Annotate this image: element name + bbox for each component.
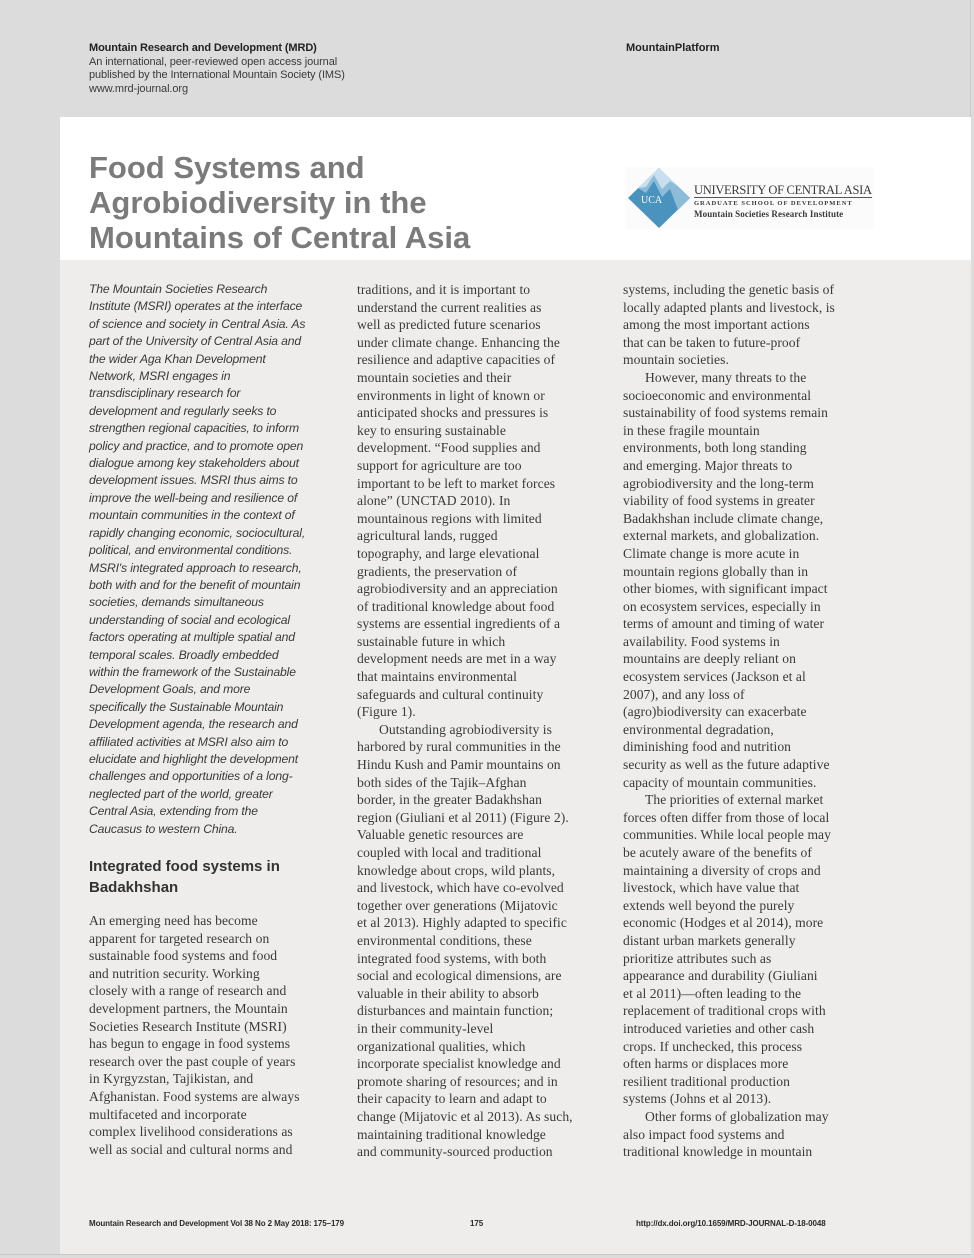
text-line: replacement of traditional crops with xyxy=(623,1003,826,1019)
text-line: important to be left to market forces xyxy=(357,475,556,491)
text-line: agricultural lands, rugged xyxy=(357,528,498,544)
text-line: the wider Aga Khan Development xyxy=(89,351,266,366)
text-line: neglected part of the world, greater xyxy=(89,786,273,801)
text-line: ecosystem services (Jackson et al xyxy=(623,669,806,685)
text-line: disturbances and maintain function; xyxy=(357,1003,554,1019)
text-line: (Figure 1). xyxy=(357,704,416,720)
text-line: resilience and adaptive capacities of xyxy=(357,352,556,368)
text-line: safeguards and cultural continuity xyxy=(357,686,544,702)
text-line: social and ecological dimensions, are xyxy=(357,968,562,984)
text-line: economic (Hodges et al 2014), more xyxy=(623,915,824,931)
text-line: locally adapted plants and livestock, is xyxy=(623,299,835,315)
text-line: systems, including the genetic basis of xyxy=(623,282,835,297)
text-line: (agro)biodiversity can exacerbate xyxy=(623,704,807,720)
text-line: on ecosystem services, especially in xyxy=(623,598,821,614)
text-line: that maintains environmental xyxy=(357,669,517,685)
text-line: Badakhshan include climate change, xyxy=(623,510,824,526)
journal-description-line-2: published by the International Mountain Society (IMS) xyxy=(89,69,345,81)
text-line: promote sharing of resources; and in xyxy=(357,1073,558,1089)
text-line: traditions, and it is important to xyxy=(357,282,531,297)
footer-citation: Mountain Research and Development Vol 38 No 2 May 2018: 175–179 xyxy=(89,1219,344,1228)
text-line: multifaceted and incorporate xyxy=(89,1106,247,1122)
text-line: affiliated activities at MSRI also aim to xyxy=(89,734,289,749)
text-line: also impact food systems and xyxy=(623,1126,785,1142)
text-line: resilient traditional production xyxy=(623,1073,790,1089)
text-line: mountain societies. xyxy=(623,352,729,368)
text-line: sustainable future in which xyxy=(357,633,506,649)
text-line: terms of amount and timing of water xyxy=(623,616,825,632)
text-line: maintaining traditional knowledge xyxy=(357,1126,546,1142)
text-line: and emerging. Major threats to xyxy=(623,457,793,473)
text-line: mountains are deeply reliant on xyxy=(623,651,796,667)
text-line: extends well beyond the purely xyxy=(623,897,795,913)
text-line: socioeconomic and environmental xyxy=(623,387,812,403)
text-line: diminishing food and nutrition xyxy=(623,739,792,755)
text-line: part of the University of Central Asia and xyxy=(89,334,302,349)
journal-description-line-1: An international, peer-reviewed open access journal xyxy=(89,55,338,68)
journal-name: Mountain Research and Development (MRD) xyxy=(89,42,317,54)
text-line: Other forms of globalization may xyxy=(645,1108,829,1124)
text-line: societies, demands simultaneous xyxy=(89,595,264,610)
abstract xyxy=(89,281,339,838)
text-line: rapidly changing economic, sociocultural, xyxy=(89,525,306,540)
page-number: 175 xyxy=(470,1219,484,1228)
text-line: knowledge about crops, wild plants, xyxy=(357,862,556,878)
text-line: distant urban markets generally xyxy=(623,932,796,948)
text-line: understanding of social and ecological xyxy=(89,612,290,627)
journal-website-link[interactable]: www.mrd-journal.org xyxy=(89,82,188,95)
text-line: et al 2013). Highly adapted to specific xyxy=(357,915,567,931)
text-line: and community-sourced production xyxy=(357,1144,553,1160)
text-line: strengthen regional capacities, to inform xyxy=(89,421,299,436)
text-line: improve the well-being and resilience of xyxy=(89,490,298,505)
text-line: The Mountain Societies Research xyxy=(89,282,268,296)
text-line: be acutely aware of the benefits of xyxy=(623,845,812,860)
column-1-body xyxy=(89,912,339,1158)
text-line: Development Goals, and more xyxy=(89,682,251,697)
text-line: other biomes, with significant impact xyxy=(623,581,828,597)
text-line: Climate change is more acute in xyxy=(623,545,800,561)
text-line: closely with a range of research and xyxy=(89,983,287,999)
text-line: development and regularly seeks to xyxy=(89,403,277,418)
text-line: livestock, which have value that xyxy=(623,880,800,896)
text-line: and livestock, which have co-evolved xyxy=(357,880,564,896)
text-line: Outstanding agrobiodiversity is xyxy=(379,721,552,737)
text-line: of traditional knowledge about food xyxy=(357,598,555,614)
text-line: The priorities of external market xyxy=(645,792,824,808)
text-line: communities. While local people may xyxy=(623,827,831,843)
text-line: dialogue among key stakeholders about xyxy=(89,456,299,471)
column-1 xyxy=(89,281,339,1158)
uca-logo xyxy=(626,167,874,229)
text-line: under climate change. Enhancing the xyxy=(357,334,560,350)
text-line: in these fragile mountain xyxy=(623,422,760,438)
text-line: often harms or displaces more xyxy=(623,1056,789,1072)
text-line: both with and for the benefit of mountain xyxy=(89,577,301,592)
text-line: factors operating at multiple spatial and xyxy=(89,630,295,645)
text-line: together over generations (Mijatovic xyxy=(357,897,558,913)
text-line: capacity of mountain communities. xyxy=(623,774,817,790)
text-line: elucidate and highlight the development xyxy=(89,751,298,766)
text-line: topography, and large elevational xyxy=(357,545,540,561)
text-line: development. “Food supplies and xyxy=(357,440,541,456)
text-line: harbored by rural communities in the xyxy=(357,739,561,755)
text-line: Valuable genetic resources are xyxy=(357,827,524,843)
text-line: appearance and durability (Giuliani xyxy=(623,968,818,984)
text-line: Development agenda, the research and xyxy=(89,717,298,732)
text-line: An emerging need has become xyxy=(89,913,258,928)
text-line: environments, both long standing xyxy=(623,440,807,456)
section-label: MountainPlatform xyxy=(626,42,720,54)
text-line: region (Giuliani et al 2011) (Figure 2). xyxy=(357,809,569,825)
text-line: specifically the Sustainable Mountain xyxy=(89,699,284,714)
text-line: Caucasus to western China. xyxy=(89,821,238,836)
text-line: crops. If unchecked, this process xyxy=(623,1038,803,1054)
text-line: both sides of the Tajik–Afghan xyxy=(357,774,527,790)
text-line: mountain communities in the context of xyxy=(89,508,295,523)
text-line: gradients, the preservation of xyxy=(357,563,518,579)
uca-mark-text: UCA xyxy=(641,195,663,206)
text-line: However, many threats to the xyxy=(645,369,807,385)
text-line: development needs are met in a way xyxy=(357,651,557,667)
text-line: external markets, and globalization. xyxy=(623,528,820,544)
text-line: well as social and cultural norms and xyxy=(89,1141,293,1157)
text-line: integrated food systems, with both xyxy=(357,950,547,966)
title-line: Agrobiodiversity in the xyxy=(89,185,427,220)
text-line: has begun to engage in food systems xyxy=(89,1036,291,1052)
text-line: change (Mijatovic et al 2013). As such, xyxy=(357,1108,573,1124)
text-line: understand the current realities as xyxy=(357,299,542,315)
text-line: introduced varieties and other cash xyxy=(623,1020,815,1036)
text-line: their capacity to learn and adapt to xyxy=(357,1091,547,1107)
text-line: research over the past couple of years xyxy=(89,1053,296,1069)
text-line: development partners, the Mountain xyxy=(89,1000,288,1016)
text-line: agrobiodiversity and an appreciation xyxy=(357,581,558,597)
text-line: prioritize attributes such as xyxy=(623,950,772,966)
text-line: complex livelihood considerations as xyxy=(89,1124,293,1140)
text-line: Institute (MSRI) operates at the interface xyxy=(89,299,303,314)
text-line: systems are essential ingredients of a xyxy=(357,616,561,632)
text-line: challenges and opportunities of a long- xyxy=(89,769,293,784)
title-line: Mountains of Central Asia xyxy=(89,220,471,255)
text-line: agrobiodiversity and the long-term xyxy=(623,475,814,491)
text-line: policy and practice, and to promote open xyxy=(89,438,304,453)
text-line: and nutrition security. Working xyxy=(89,965,260,981)
text-line: et al 2011)—often leading to the xyxy=(623,985,802,1001)
text-line: Network, MSRI engages in xyxy=(89,369,231,384)
text-line: incorporate specialist knowledge and xyxy=(357,1056,561,1072)
text-line: sustainability of food systems remain xyxy=(623,405,828,421)
section-heading xyxy=(89,856,339,898)
text-line: systems (Johns et al 2013). xyxy=(623,1091,772,1107)
text-line: organizational qualities, which xyxy=(357,1038,526,1054)
text-line: MSRI's integrated approach to research, xyxy=(89,560,302,575)
text-line: alone” (UNCTAD 2010). In xyxy=(357,493,511,509)
text-line: environmental degradation, xyxy=(623,721,774,737)
text-line: environments in light of known or xyxy=(357,387,545,403)
logo-school-name: GRADUATE SCHOOL OF DEVELOPMENT xyxy=(694,200,853,207)
title-line: Food Systems and xyxy=(89,150,365,185)
logo-university-name: UNIVERSITY OF CENTRAL ASIA xyxy=(694,183,872,197)
text-line: anticipated shocks and pressures is xyxy=(357,405,549,421)
text-line: maintaining a diversity of crops and xyxy=(623,862,821,878)
text-line: mountainous regions with limited xyxy=(357,510,542,526)
column-2 xyxy=(357,281,609,1161)
text-line: of science and society in Central Asia. As xyxy=(89,316,306,331)
text-line: mountain regions globally than in xyxy=(623,563,809,579)
text-line: Afghanistan. Food systems are always xyxy=(89,1088,300,1104)
text-line: 2007), and any loss of xyxy=(623,686,745,702)
doi-link[interactable]: http://dx.doi.org/10.1659/MRD-JOURNAL-D-18-0048 xyxy=(636,1219,826,1228)
journal-masthead xyxy=(89,42,609,96)
text-line: mountain societies and their xyxy=(357,369,512,385)
article-title xyxy=(89,150,609,255)
text-line: within the framework of the Sustainable xyxy=(89,664,296,679)
text-line: environmental conditions, these xyxy=(357,932,532,948)
text-line: in their community-level xyxy=(357,1020,494,1036)
text-line: security as well as the future adaptive xyxy=(623,757,830,773)
logo-institute-name: Mountain Societies Research Institute xyxy=(694,209,844,219)
text-line: transdisciplinary research for xyxy=(89,386,241,401)
heading-line: Badakhshan xyxy=(89,879,179,896)
text-line: Central Asia, extending from the xyxy=(89,804,258,819)
text-line: traditional knowledge in mountain xyxy=(623,1144,813,1160)
text-line: support for agriculture are too xyxy=(357,457,522,473)
text-line: forces often differ from those of local xyxy=(623,809,830,825)
text-line: coupled with local and traditional xyxy=(357,845,542,860)
text-line: apparent for targeted research on xyxy=(89,930,270,946)
text-line: Hindu Kush and Pamir mountains on xyxy=(357,757,561,773)
text-line: sustainable food systems and food xyxy=(89,948,278,964)
text-line: well as predicted future scenarios xyxy=(357,317,541,333)
text-line: in Kyrgyzstan, Tajikistan, and xyxy=(89,1071,254,1087)
text-line: development issues. MSRI thus aims to xyxy=(89,473,298,488)
uca-diamond-icon xyxy=(626,167,692,229)
text-line: viability of food systems in greater xyxy=(623,493,815,509)
text-line: Societies Research Institute (MSRI) xyxy=(89,1018,287,1034)
text-line: among the most important actions xyxy=(623,317,810,333)
text-line: border, in the greater Badakhshan xyxy=(357,792,542,808)
text-line: availability. Food systems in xyxy=(623,633,780,649)
text-line: key to ensuring sustainable xyxy=(357,422,506,438)
text-line: political, and environmental conditions. xyxy=(89,543,293,558)
text-line: temporal scales. Broadly embedded xyxy=(89,647,279,662)
column-3 xyxy=(623,281,877,1161)
text-line: that can be taken to future-proof xyxy=(623,334,801,350)
text-line: valuable in their ability to absorb xyxy=(357,985,539,1001)
heading-line: Integrated food systems in xyxy=(89,858,280,875)
